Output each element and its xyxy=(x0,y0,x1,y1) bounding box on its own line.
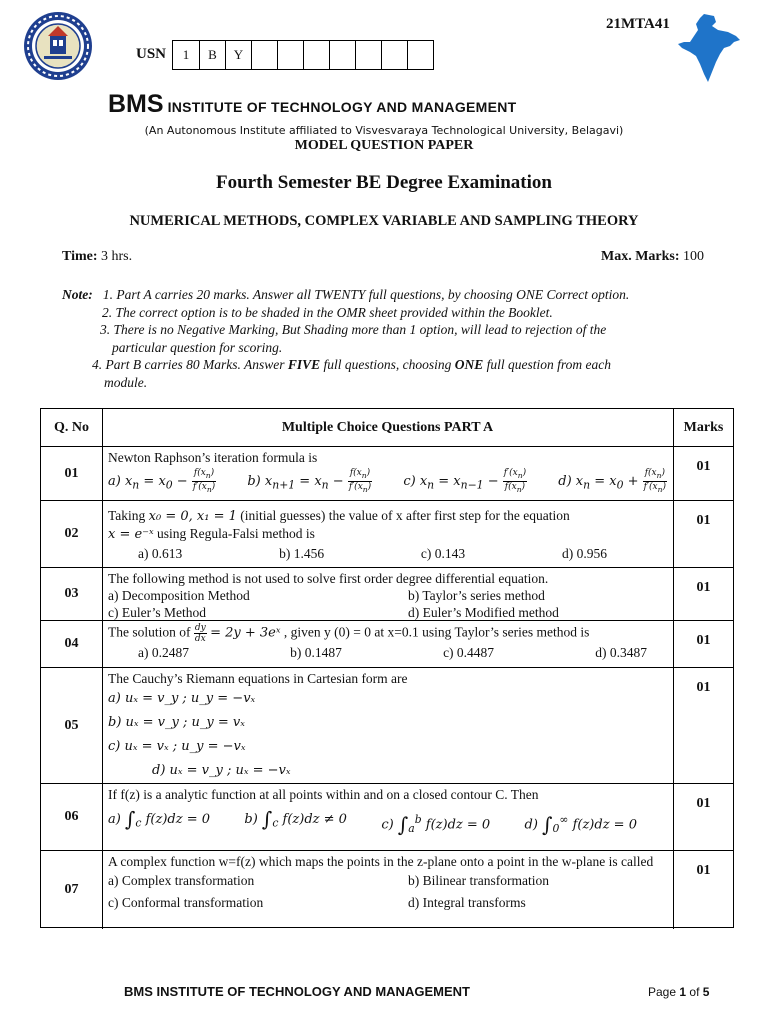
usn-cell[interactable]: B xyxy=(199,41,225,69)
question-text: The following method is not used to solve first order degree differential equation. xyxy=(108,571,549,586)
table-row xyxy=(41,567,733,620)
institute-rest: INSTITUTE OF TECHNOLOGY AND MANAGEMENT xyxy=(167,99,517,115)
paper-type: MODEL QUESTION PAPER xyxy=(294,138,474,153)
question-cell xyxy=(102,668,674,783)
header-qno: Q. No xyxy=(41,409,103,446)
q2-math-equation: x = e⁻ˣ xyxy=(108,527,154,542)
question-cell xyxy=(102,621,674,667)
option-c[interactable]: c) uₓ = vₓ ; u_y = −vₓ xyxy=(108,739,246,754)
question-cell xyxy=(102,784,674,850)
table-row xyxy=(41,500,733,567)
option-b[interactable]: b) 0.1487 xyxy=(290,645,342,660)
india-map-icon xyxy=(676,12,742,84)
note-line: 3. There is no Negative Marking, But Shading more than 1 option, will lead to rejection of the xyxy=(100,322,607,337)
option-a-text: Complex transformation xyxy=(121,873,255,888)
option-c[interactable]: c) Conformal transformation xyxy=(108,895,264,910)
option-b[interactable]: b) 1.456 xyxy=(279,546,325,561)
question-number: 05 xyxy=(41,668,103,783)
q4-text-a: The solution of xyxy=(108,624,191,640)
q2-math-guesses: x₀ = 0, x₁ = 1 xyxy=(148,509,237,524)
question-number: 01 xyxy=(41,447,103,500)
question-number: 06 xyxy=(41,784,103,850)
option-c-text: f(z)dz = 0 xyxy=(425,817,491,833)
question-marks: 01 xyxy=(696,680,711,695)
option-a[interactable]: a) 0.613 xyxy=(138,546,183,561)
question-number: 03 xyxy=(41,568,103,620)
option-b[interactable]: b) $x_{n+1} = x_n$ − $\frac{f(x_n)}{f'(x_n)}$ xyxy=(247,468,372,494)
page-number xyxy=(648,985,709,999)
dy-dx-fraction: $\frac{dy}{dx}$ xyxy=(194,623,206,644)
q2-text-c: (initial guesses) the value of x after first step for the equation xyxy=(240,508,570,523)
q2-text-e: using Regula-Falsi method is xyxy=(157,526,315,541)
marks-label: Max. Marks: xyxy=(601,249,680,264)
usn-cell[interactable] xyxy=(251,41,277,69)
usn-cell[interactable] xyxy=(407,41,433,69)
question-cell xyxy=(102,568,674,620)
question-text: A complex function w=f(z) which maps the points in the z-plane onto a point in the w-plane is called xyxy=(108,854,654,869)
option-d[interactable]: d) Integral transforms xyxy=(408,895,526,910)
question-cell xyxy=(102,851,674,929)
question-cell xyxy=(102,447,674,500)
question-text xyxy=(108,525,667,543)
option-b-text: f(z)dz ≠ 0 xyxy=(282,812,347,827)
q4-text-c: , given y (0) = 0 at x=0.1 using Taylor’s series method is xyxy=(283,624,590,640)
note-line: module. xyxy=(104,374,148,390)
usn-label: USN xyxy=(136,46,167,62)
usn-cell[interactable] xyxy=(329,41,355,69)
table-row xyxy=(41,446,733,500)
question-marks: 01 xyxy=(696,796,711,811)
table-row xyxy=(41,783,733,850)
q2-text-a: Taking xyxy=(108,508,146,523)
question-text xyxy=(108,623,667,644)
option-c[interactable]: c) 0.4487 xyxy=(443,645,495,660)
option-b[interactable]: b) $\int_c$ f(z)dz ≠ 0 xyxy=(244,807,347,831)
instructions-note xyxy=(62,286,742,391)
option-a[interactable]: a) $\int_c$ f(z)dz = 0 xyxy=(108,807,211,831)
subject-title: NUMERICAL METHODS, COMPLEX VARIABLE AND SAMPLING THEORY xyxy=(129,213,639,229)
institute-bms: BMS xyxy=(108,90,164,118)
option-d[interactable]: d) $x_n = x_0$ + $\frac{f(x_n)}{f'(x_n)}$ xyxy=(558,468,666,494)
option-b[interactable]: b) Bilinear transformation xyxy=(408,873,549,888)
page-total: 5 xyxy=(702,985,710,999)
note-label: Note: xyxy=(62,287,93,302)
option-b-text: Bilinear transformation xyxy=(422,873,549,888)
usn-input-grid[interactable] xyxy=(172,40,434,70)
questions-table xyxy=(40,408,734,928)
table-row xyxy=(41,620,733,667)
note-line: 2. The correct option is to be shaded in the OMR sheet provided within the Booklet. xyxy=(102,304,553,320)
page-of: of xyxy=(689,985,700,999)
option-d-text: f(z)dz = 0 xyxy=(572,817,637,833)
time-value: 3 hrs. xyxy=(101,249,133,264)
option-a[interactable]: a) Complex transformation xyxy=(108,873,255,888)
note-line: 4. Part B carries 80 Marks. Answer xyxy=(92,357,285,372)
option-list xyxy=(108,644,667,661)
question-number: 07 xyxy=(41,851,103,929)
option-b[interactable]: b) Taylor’s series method xyxy=(408,588,545,603)
question-text xyxy=(108,507,667,525)
footer-institute: BMS INSTITUTE OF TECHNOLOGY AND MANAGEMENT xyxy=(124,984,470,999)
option-a[interactable]: a) $x_n = x_0$ − $\frac{f(x_n)}{f'(x_n)}$ xyxy=(108,468,216,494)
max-marks-info xyxy=(601,249,704,265)
marks-value: 100 xyxy=(683,249,705,264)
option-list xyxy=(108,468,667,495)
question-marks: 01 xyxy=(696,459,711,474)
usn-cell[interactable] xyxy=(381,41,407,69)
option-c[interactable]: c) Euler’s Method xyxy=(108,605,206,620)
question-marks: 01 xyxy=(696,863,711,878)
option-a[interactable]: a) Decomposition Method xyxy=(108,588,250,603)
question-number: 04 xyxy=(41,621,103,667)
option-c[interactable]: c) 0.143 xyxy=(420,546,466,561)
integral-icon: ∫ xyxy=(124,807,136,831)
option-list xyxy=(108,543,667,562)
question-text: If f(z) is a analytic function at all points within and on a closed contour C. Then xyxy=(108,787,539,802)
time-info xyxy=(62,249,132,265)
usn-cell[interactable]: 1 xyxy=(182,47,190,62)
table-row xyxy=(41,667,733,783)
integral-icon: ∫ xyxy=(397,812,409,837)
note-emph: ONE xyxy=(454,357,484,372)
note-line: full questions, choosing xyxy=(323,357,452,372)
option-c-text: Conformal transformation xyxy=(121,895,264,910)
option-list xyxy=(108,870,667,914)
usn-cell[interactable] xyxy=(277,41,303,69)
note-emph: FIVE xyxy=(287,357,321,372)
note-line: 1. Part A carries 20 marks. Answer all TWENTY full questions, by choosing ONE Correct option. xyxy=(102,287,630,302)
integral-icon: ∫ xyxy=(542,812,553,837)
header-marks: Marks xyxy=(683,419,724,435)
option-d[interactable]: d) $\int_0^\infty$ f(z)dz = 0 xyxy=(524,812,637,837)
question-number: 02 xyxy=(41,501,103,567)
usn-cell[interactable] xyxy=(303,41,329,69)
option-a[interactable]: a) 0.2487 xyxy=(138,645,189,660)
page-current: 1 xyxy=(679,985,687,999)
affiliation-text: (An Autonomous Institute affiliated to Visvesvaraya Technological University, Belagavi) xyxy=(144,124,624,137)
usn-cell[interactable]: Y xyxy=(225,41,251,69)
option-d[interactable]: d) Euler’s Modified method xyxy=(408,605,559,620)
table-row xyxy=(41,850,733,929)
integral-icon: ∫ xyxy=(261,807,273,831)
q4-math: = 2y + 3eˣ xyxy=(210,625,281,641)
question-text: Newton Raphson’s iteration formula is xyxy=(108,450,318,465)
option-d[interactable]: d) 0.956 xyxy=(561,546,607,561)
option-d[interactable]: d) uₓ = v_y ; uₓ = −vₓ xyxy=(152,763,291,778)
question-marks: 01 xyxy=(696,633,711,648)
question-text: The Cauchy’s Riemann equations in Cartesian form are xyxy=(108,671,408,686)
institute-title xyxy=(108,90,517,119)
page-prefix: Page xyxy=(648,985,677,999)
option-d-text: Integral transforms xyxy=(422,895,526,910)
option-b[interactable]: b) uₓ = v_y ; u_y = vₓ xyxy=(108,715,245,730)
option-c[interactable]: c) $\int_a^b$ f(z)dz = 0 xyxy=(381,812,491,837)
exam-title: Fourth Semester BE Degree Examination xyxy=(216,172,552,193)
institute-logo xyxy=(22,10,94,82)
header-question: Multiple Choice Questions PART A xyxy=(102,409,674,446)
note-line: full question from each xyxy=(486,357,612,372)
option-a-text: f(z)dz = 0 xyxy=(145,812,211,827)
note-line: particular question for scoring. xyxy=(112,339,283,355)
time-label: Time: xyxy=(62,249,98,264)
question-cell xyxy=(102,501,674,567)
subject-code: 21MTA41 xyxy=(606,16,670,32)
option-list xyxy=(108,807,667,837)
usn-cell[interactable] xyxy=(355,41,381,69)
option-a[interactable]: a) uₓ = v_y ; u_y = −vₓ xyxy=(108,691,256,706)
table-header-row xyxy=(41,409,733,446)
option-c[interactable]: c) $x_n = x_{n-1}$ − $\frac{f'(x_n)}{f(x_n)}$ xyxy=(403,468,527,494)
option-d[interactable]: d) 0.3487 xyxy=(595,645,647,660)
question-marks: 01 xyxy=(696,513,711,528)
option-list xyxy=(108,587,667,621)
question-marks: 01 xyxy=(696,580,711,595)
